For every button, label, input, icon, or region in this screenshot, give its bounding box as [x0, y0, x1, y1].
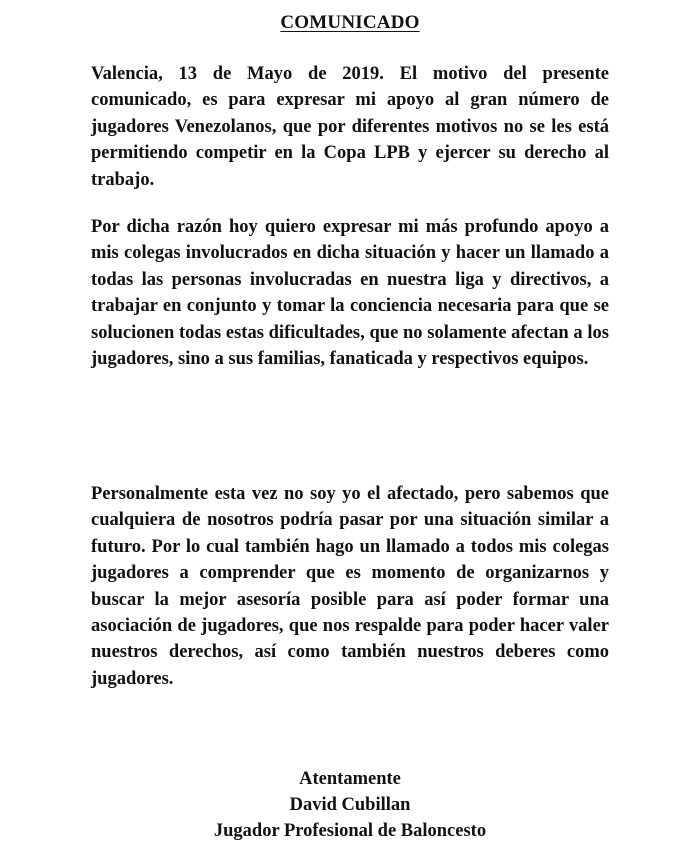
paragraph-1: Valencia, 13 de Mayo de 2019. El motivo del presente comunicado, es para expresar mi apoyo al gran número de jugadores Venezolanos, que por diferentes motivos no se les está permitiendo competir en la Copa LPB y ejercer su derecho al trabajo.	[91, 64, 609, 190]
paragraph-2: Por dicha razón hoy quiero expresar mi más profundo apoyo a mis colegas involucrados en dicha situación y hacer un llamado a todas las personas involucradas en nuestra liga y directivos, a trabajar en conjunto y tomar la conciencia necesaria para que se solucionen todas estas dificultades, que no solamente afectan a los jugadores, sino a sus familias, fanaticada y respectivos equipos.	[91, 217, 609, 370]
document-title: COMUNICADO	[280, 12, 420, 33]
signature-closing: Atentamente	[299, 769, 401, 789]
signature-name: David Cubillan	[289, 795, 411, 815]
paragraph-3: Personalmente esta vez no soy yo el afectado, pero sabemos que cualquiera de nosotros podría pasar por una situación similar a futuro. Por lo cual también hago un llamado a todos mis colegas jugadores a comprender que es momento de organizarnos y buscar la mejor asesoría posible para así poder formar una asociación de jugadores, que nos respalde para poder hacer valer nuestros derechos, así como también nuestros deberes como jugadores.	[91, 484, 609, 689]
signature-block	[0, 766, 700, 844]
signature-role: Jugador Profesional de Baloncesto	[213, 821, 487, 841]
